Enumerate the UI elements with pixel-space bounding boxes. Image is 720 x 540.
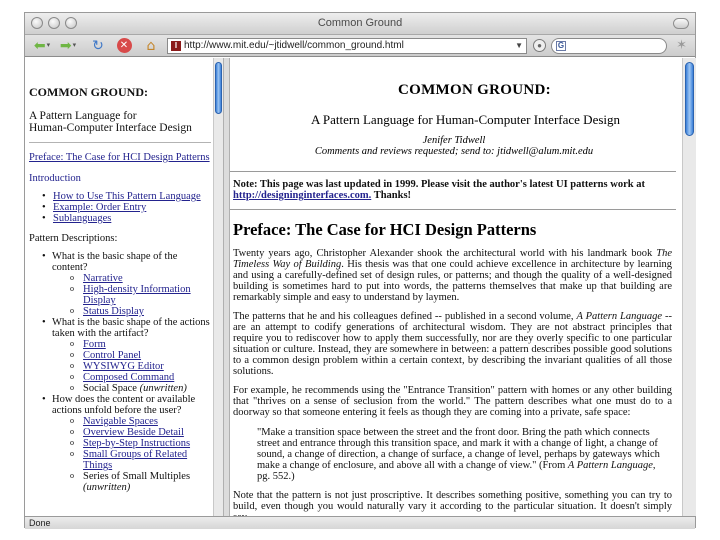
pattern-item [52,471,211,493]
navigation-frame [25,58,221,516]
paragraph: Note that the pattern is not just proscriptive. It describes something positive, something you can try to build, even though you would naturally vary it according to the particular situation. It doesn't simply [233,490,672,512]
book-title: The Timeless Way of Building [233,248,673,270]
home-icon: ⌂ [146,37,156,54]
forward-dropdown-icon[interactable]: ▾ [72,41,77,49]
back-dropdown-icon[interactable]: ▾ [46,41,51,49]
title-bar [25,13,695,35]
pattern-link-navigable-spaces[interactable]: Navigable Spaces [83,416,158,427]
pattern-group [29,394,211,493]
pattern-item [52,273,211,284]
book-title: A Pattern Language [567,460,653,471]
paragraph-text: . His thesis was that one could achieve excellence in architecture by learning and using a carefully-defined set of design rules, or patterns; and though the quality of a well-designed building is sometimes hard to put into words, the patterns themselves that make up that building are remarkably simple and easy to understand by laymen. [233,259,672,303]
loading-spinner-icon: ✶ [676,38,687,53]
pattern-item [52,350,211,361]
forward-button[interactable] [57,37,79,54]
search-bar[interactable] [551,38,667,54]
pattern-series-small-multiples: Series of Small Multiples [83,471,191,482]
paragraph-text: The patterns that he and his colleagues defined -- published in a second volume, [233,311,574,322]
address-bar-url: http://www.mit.edu/~jtidwell/common_ground.html [184,40,404,51]
pattern-link-high-density[interactable]: High-density Information Display [83,284,191,306]
stop-icon: ✕ [117,38,132,53]
block-quote [230,427,676,482]
pattern-item [52,372,211,383]
paragraph-text: -- are an attempt to codify generations of architectural wisdom. They are not abstract principles that require you to rediscover how to apply them successfully, nor are they overly specific to one particular situation or culture. Instead, they are somewhere in between: a pattern describes possible good solutions to a common design problem within a certain context, by describing the invariant qualities of all those solutions. [233,311,672,377]
pattern-link-composed-command[interactable]: Composed Command [83,372,175,383]
site-favicon-icon: I [171,41,181,51]
pattern-item [52,306,211,317]
pattern-link-narrative[interactable]: Narrative [83,273,123,284]
pattern-descriptions-heading: Pattern Descriptions: [29,233,118,244]
intro-link-sublanguages[interactable]: Sublanguages [53,213,112,224]
list-item [29,213,211,224]
pattern-item [52,416,211,427]
author-contact: Comments and reviews requested; send to: jtidwell@alum.mit.edu [314,146,594,157]
address-bar[interactable] [167,38,527,54]
update-notice-thanks: Thanks! [373,190,412,201]
pattern-item [52,383,211,394]
introduction-list [29,191,211,224]
quote-text: "Make a transition space between the street and the front door. Bring the path which connects street and entrance through this transition space, and mark it with a change of light, a change of sound, a change of direction, a change of surface, a change of level, perhaps by gateways which make a change of enclosure, and above all with a change of view." [257,427,660,471]
back-arrow-icon: ⬅ [33,37,46,54]
pattern-item [52,284,211,306]
status-bar [25,516,695,529]
paragraph: For example, he recommends using the "Entrance Transition" pattern with homes or any other building that "thrives on a sense of seclusion from the world." The pattern describes what one must do to a doorway so that someone entering it feels as though they are coming into a private, safe space: [233,385,672,418]
pattern-link-step-by-step[interactable]: Step-by-Step Instructions [83,438,191,449]
pattern-link-wysiwyg[interactable]: WYSIWYG Editor [83,361,164,372]
reload-icon: ↻ [92,37,104,54]
notice-divider [230,209,676,210]
nav-divider [29,142,211,143]
go-button-icon[interactable]: ● [533,39,546,52]
forward-arrow-icon: ➡ [59,37,72,54]
pattern-item [52,361,211,372]
navigation-scroll-thumb[interactable] [215,62,222,114]
nav-subtitle [29,110,211,134]
pattern-link-status-display[interactable]: Status Display [83,306,144,317]
quote-source: (From [539,460,566,471]
pattern-link-overview-beside-detail[interactable]: Overview Beside Detail [83,427,184,438]
author-block [230,135,678,157]
nav-subtitle-line-1: A Pattern Language for [29,110,137,122]
stop-button[interactable] [115,37,133,54]
navigation-scrollbar[interactable] [213,58,223,516]
pattern-list [52,416,211,493]
pattern-link-form[interactable]: Form [83,339,106,350]
page-title: COMMON GROUND: [398,82,551,98]
unwritten-note: (unwritten) [83,482,131,493]
paragraph-text: Twenty years ago, Christopher Alexander shook the architectural world with his landmark book [233,248,653,259]
address-history-dropdown-icon[interactable]: ▼ [515,41,523,50]
header-divider [230,171,676,172]
list-item [29,191,211,202]
nav-title: COMMON GROUND: [29,85,148,99]
quote-source-page: , pg. 552.) [257,460,656,482]
pattern-list [52,339,211,394]
content-scrollbar[interactable] [682,58,696,516]
preface-link[interactable]: Preface: The Case for HCI Design Patterns [29,152,210,163]
navigation-content [29,58,211,493]
pattern-link-small-groups[interactable]: Small Groups of Related Things [83,449,188,471]
status-text: Done [29,518,51,528]
pattern-link-control-panel[interactable]: Control Panel [83,350,142,361]
update-notice [230,179,676,201]
list-item [29,202,211,213]
content-scroll-thumb[interactable] [685,62,694,136]
content-body [230,58,682,523]
book-title: A Pattern Language [576,311,663,322]
pattern-list [52,273,211,317]
paragraph [230,248,676,303]
content-frame [230,58,682,516]
pattern-item [52,427,211,438]
pattern-question: • How does the content or available actions unfold before the user? [52,394,196,416]
back-button[interactable] [31,37,53,54]
pattern-groups [29,251,211,493]
page-subtitle: A Pattern Language for Human-Computer Interface Design [311,112,621,127]
nav-subtitle-line-2: Human-Computer Interface Design [29,122,192,134]
browser-window [24,12,696,528]
toolbar-toggle-button[interactable] [673,18,689,29]
designing-interfaces-link[interactable]: http://designinginterfaces.com. [233,190,372,201]
preface-heading: Preface: The Case for HCI Design Patterns [233,220,537,239]
pattern-question: • What is the basic shape of the content? [52,251,178,273]
author-name: Jenifer Tidwell [422,135,486,146]
pattern-group [29,251,211,317]
search-engine-icon[interactable]: G [557,41,565,50]
pattern-item [52,449,211,471]
introduction-heading: Introduction [29,173,81,184]
intro-link-how-to-use[interactable]: How to Use This Pattern Language [53,191,201,202]
update-notice-text: Note: This page was last updated in 1999. Please visit the author's latest UI patterns work at [233,179,645,190]
pattern-item [52,438,211,449]
unwritten-note: (unwritten) [139,383,187,394]
content-header [230,58,676,179]
pattern-item [52,339,211,350]
pattern-social-space: Social Space [83,383,137,394]
window-title: Common Ground [317,17,403,29]
pattern-group [29,317,211,394]
home-button[interactable] [141,37,161,54]
reload-button[interactable] [89,37,107,54]
pattern-question: • What is the basic shape of the actions taken with the artifact? [52,317,210,339]
intro-link-order-entry[interactable]: Example: Order Entry [53,202,147,213]
navigation-toolbar [25,35,695,57]
paragraph [230,311,676,377]
frame-resize-handle[interactable] [223,58,230,516]
